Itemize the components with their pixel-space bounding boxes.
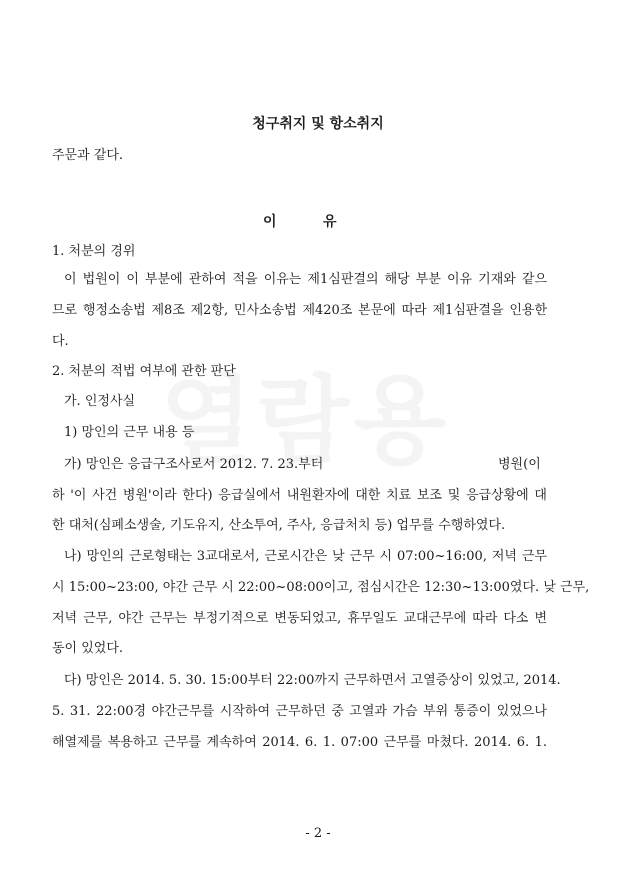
intro-text: 주문과 같다. [52, 148, 124, 163]
item-na-line-3: 저녁 근무, 야간 근무는 부정기적으로 변동되었고, 휴무일도 교대근무에 따라 다소 변 [52, 611, 547, 626]
item-ga-line-1-end: 병원(이 [498, 457, 541, 472]
page-number: - 2 - [305, 826, 331, 841]
subsection-ga-heading: 가. 인정사실 [64, 394, 136, 409]
item-da-line-1: 다) 망인은 2014. 5. 30. 15:00부터 22:00까지 근무하면서 고열증상이 있었고, 2014. [64, 673, 561, 688]
subsection-1-heading: 1) 망인의 근무 내용 등 [64, 425, 195, 440]
item-na-line-2: 시 15:00~23:00, 야간 근무 시 22:00~08:00이고, 점심시간은 12:30~13:00였다. 낮 근무, [52, 580, 590, 595]
section-2-heading: 2. 처분의 적법 여부에 관한 판단 [52, 364, 236, 379]
section-1-line-3: 다. [52, 334, 69, 349]
item-na-line-1: 나) 망인의 근로형태는 3교대로서, 근로시간은 낮 근무 시 07:00~16:00, 저녁 근무 [64, 549, 547, 564]
item-da-line-2: 5. 31. 22:00경 야간근무를 시작하여 근무하던 중 고열과 가슴 부위 통증이 있었으나 [52, 704, 547, 719]
item-ga-line-3: 한 대처(심폐소생술, 기도유지, 산소투여, 주사, 응급처치 등) 업무를 수행하였다. [52, 518, 506, 533]
section-1-line-2: 므로 행정소송법 제8조 제2항, 민사소송법 제420조 본문에 따라 제1심판결을 인용한 [52, 303, 547, 318]
section-1-line-1: 이 법원이 이 부분에 관하여 적을 이유는 제1심판결의 해당 부분 이유 기재와 같으 [64, 272, 547, 287]
section-1-heading: 1. 처분의 경위 [52, 244, 136, 259]
item-da-line-3: 해열제를 복용하고 근무를 계속하여 2014. 6. 1. 07:00 근무를 마쳤다. 2014. 6. 1. [52, 735, 547, 750]
item-na-line-4: 동이 있었다. [52, 641, 124, 656]
item-ga-line-1-start: 가) 망인은 응급구조사로서 2012. 7. 23.부터 [64, 457, 324, 472]
item-ga-line-2: 하 '이 사건 병원'이라 한다) 응급실에서 내원환자에 대한 치료 보조 및 응급상황에 대 [52, 488, 547, 503]
document-title: 청구취지 및 항소취지 [252, 116, 384, 132]
reason-heading-char1: 이 [263, 214, 277, 230]
reason-heading-char2: 유 [323, 214, 337, 230]
